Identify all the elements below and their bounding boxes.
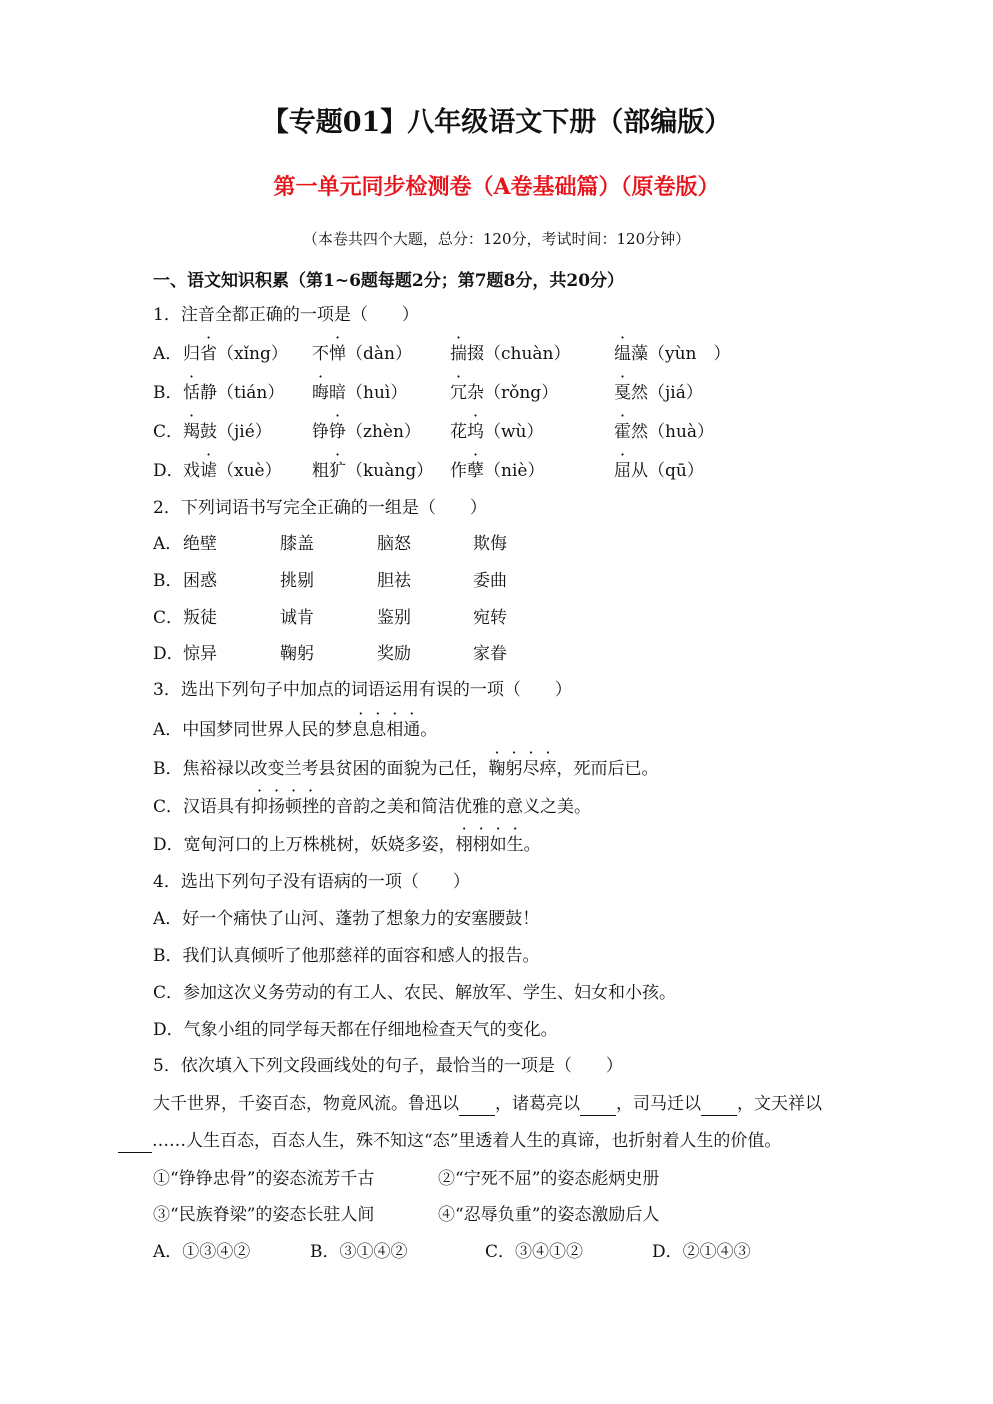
question-2-word: 膝盖 xyxy=(280,534,314,554)
question-2-word: 鞠躬 xyxy=(280,644,314,664)
question-4-option-d: D．气象小组的同学每天都在仔细地检查天气的变化。 xyxy=(153,1020,558,1040)
option-label: A． xyxy=(153,720,183,740)
question-2-word: 家眷 xyxy=(473,644,507,664)
item-pinyin: 静（tián） xyxy=(200,383,285,403)
question-5-passage-line-1: 大千世界，千姿百态，物竟风流。鲁迅以 ，诸葛亮以 ，司马迁以 ，文天祥以 xyxy=(153,1094,822,1114)
document-title: 【专题01】八年级语文下册（部编版） xyxy=(261,107,732,138)
item-text: 戏 xyxy=(183,461,200,481)
dotted-character: 缊 xyxy=(614,344,631,364)
question-2-option-label: D． xyxy=(153,644,184,664)
question-2-word: 宛转 xyxy=(473,608,507,628)
dotted-character: 坞 xyxy=(467,422,484,442)
question-3-option xyxy=(153,833,541,857)
document-subtitle: 第一单元同步检测卷（A卷基础篇）（原卷版） xyxy=(273,174,720,200)
item-pinyin: 然（jiá） xyxy=(631,383,703,403)
question-1-option-item xyxy=(312,459,433,483)
question-2-word: 胆祛 xyxy=(377,571,411,591)
question-4-option-c: C．参加这次义务劳动的有工人、农民、解放军、学生、妇女和小孩。 xyxy=(153,983,677,1003)
dotted-character: 戛 xyxy=(614,383,631,403)
question-3-option xyxy=(153,718,437,742)
dotted-character: 挫 xyxy=(302,797,320,817)
dotted-character: 冗 xyxy=(450,383,467,403)
item-pinyin: （dàn） xyxy=(346,344,412,364)
question-5-item-1: ①“铮铮忠骨”的姿态流芳千古 xyxy=(153,1169,375,1189)
question-1-option-item xyxy=(450,459,544,483)
option-text: 宽甸河口的上万株桃树，妖娆多姿， xyxy=(183,835,456,855)
question-5-item-2: ②“宁死不屈”的姿态彪炳史册 xyxy=(438,1169,660,1189)
question-1-option-item xyxy=(450,342,571,366)
question-4-option-a: A．好一个痛快了山河、蓬勃了想象力的安塞腰鼓！ xyxy=(153,909,540,929)
item-pinyin: 鼓（jié） xyxy=(200,422,272,442)
question-2-option-label: B． xyxy=(153,571,183,591)
item-text: 不 xyxy=(312,344,329,364)
item-pinyin: （wù） xyxy=(484,422,544,442)
dotted-character: 恬 xyxy=(183,383,200,403)
option-text: 焦裕禄以改变兰考县贫困的面貌为己任， xyxy=(182,759,489,779)
dotted-character: 抑 xyxy=(251,797,269,817)
dotted-character: 揣 xyxy=(450,344,467,364)
question-2-word: 欺侮 xyxy=(473,534,507,554)
question-4-option-b: B．我们认真倾听了他那慈祥的面容和感人的报告。 xyxy=(153,946,540,966)
question-5-choice-a: A．①③④② xyxy=(153,1242,251,1262)
item-pinyin: （xǐng） xyxy=(217,344,288,364)
dotted-character: 屈 xyxy=(614,461,631,481)
dotted-character: 省 xyxy=(200,344,217,364)
question-2-word: 惊异 xyxy=(183,644,217,664)
option-text: 汉语具有 xyxy=(183,797,252,817)
question-2-word: 委曲 xyxy=(473,571,507,591)
item-pinyin: （kuàng） xyxy=(346,461,434,481)
dotted-character: 通 xyxy=(403,720,421,740)
question-5-passage-line-2: ……人生百态，百态人生，殊不知这“态”里透着人生的真谛，也折射着人生的价值。 xyxy=(118,1129,781,1153)
question-3-stem: 3．选出下列句子中加点的词语运用有误的一项（ ） xyxy=(153,680,572,700)
question-1-option-item xyxy=(614,342,731,366)
question-1-option-item xyxy=(614,459,704,483)
item-text: 花 xyxy=(450,422,467,442)
item-text: 作 xyxy=(450,461,467,481)
item-pinyin: 从（qū） xyxy=(631,461,704,481)
dotted-character: 晦 xyxy=(312,383,329,403)
question-1-stem: 1．注音全都正确的一项是（ ） xyxy=(153,305,419,325)
item-pinyin: 掇（chuàn） xyxy=(467,344,571,364)
question-5-choice-c: C．③④①② xyxy=(485,1242,584,1262)
dotted-character: 瘁 xyxy=(539,759,557,779)
question-2-word: 诚肯 xyxy=(280,608,314,628)
dotted-character: 霍 xyxy=(614,422,631,442)
question-1-option-item xyxy=(312,381,407,405)
question-1-option-item xyxy=(183,420,272,444)
question-2-word: 奖励 xyxy=(377,644,411,664)
item-pinyin: （niè） xyxy=(484,461,545,481)
question-1-option-label: D． xyxy=(153,461,184,481)
item-pinyin: 藻（yùn ） xyxy=(631,344,731,364)
dotted-character: 生 xyxy=(506,835,524,855)
option-text: ，死而后已。 xyxy=(556,759,659,779)
question-1-option-item xyxy=(450,381,558,405)
item-pinyin: 然（huà） xyxy=(631,422,715,442)
question-1-option-item xyxy=(183,381,284,405)
option-text: 。 xyxy=(523,835,541,855)
question-3-option xyxy=(153,757,659,781)
question-1-option-item xyxy=(614,381,703,405)
option-label: B． xyxy=(153,759,183,779)
item-text: 铮 xyxy=(312,422,329,442)
dotted-character: 如 xyxy=(489,835,507,855)
question-1-option-label: A． xyxy=(153,344,183,364)
dotted-character: 栩 xyxy=(472,835,490,855)
question-1-option-label: B． xyxy=(153,383,183,403)
question-1-option-item xyxy=(450,420,544,444)
item-text: 粗 xyxy=(312,461,329,481)
option-text: 的音韵之美和简洁优雅的意义之美。 xyxy=(319,797,592,817)
question-5-item-4: ④“忍辱负重”的姿态激励后人 xyxy=(438,1205,660,1225)
item-pinyin: （zhèn） xyxy=(346,422,421,442)
dotted-character: 犷 xyxy=(329,461,346,481)
dotted-character: 惮 xyxy=(329,344,346,364)
section-heading: 一、语文知识积累（第1~6题每题2分；第7题8分，共20分） xyxy=(153,271,625,291)
dotted-character: 扬 xyxy=(268,797,286,817)
dotted-character: 羯 xyxy=(183,422,200,442)
question-1-option-label: C． xyxy=(153,422,184,442)
item-pinyin: 杂（rǒng） xyxy=(467,383,559,403)
question-2-word: 脑怒 xyxy=(377,534,411,554)
item-pinyin: （xuè） xyxy=(217,461,282,481)
question-1-option-item xyxy=(312,342,412,366)
exam-note: （本卷共四个大题，总分：120分，考试时间：120分钟） xyxy=(302,230,691,248)
dotted-character: 相 xyxy=(386,720,404,740)
dotted-character: 息 xyxy=(352,720,370,740)
dotted-character: 尽 xyxy=(522,759,540,779)
dotted-character: 铮 xyxy=(329,422,346,442)
option-label: D． xyxy=(153,835,184,855)
item-pinyin: 暗（huì） xyxy=(329,383,408,403)
question-1-option-item xyxy=(312,420,421,444)
question-4-stem: 4．选出下列句子没有语病的一项（ ） xyxy=(153,872,470,892)
question-3-option xyxy=(153,795,591,819)
question-2-option-label: A． xyxy=(153,534,183,554)
question-2-stem: 2．下列词语书写完全正确的一组是（ ） xyxy=(153,498,487,518)
question-1-option-item xyxy=(183,342,288,366)
question-2-option-label: C． xyxy=(153,608,184,628)
question-2-word: 叛徒 xyxy=(183,608,217,628)
dotted-character: 顿 xyxy=(285,797,303,817)
question-5-choice-d: D．②①④③ xyxy=(652,1242,751,1262)
question-1-option-item xyxy=(614,420,714,444)
question-5-choice-b: B．③①④② xyxy=(310,1242,408,1262)
option-label: C． xyxy=(153,797,184,817)
question-5-stem: 5．依次填入下列文段画线处的句子，最恰当的一项是（ ） xyxy=(153,1056,623,1076)
option-text: 中国梦同世界人民的梦 xyxy=(182,720,353,740)
question-5-item-3: ③“民族脊梁”的姿态长驻人间 xyxy=(153,1205,375,1225)
dotted-character: 孽 xyxy=(467,461,484,481)
dotted-character: 栩 xyxy=(455,835,473,855)
dotted-character: 谑 xyxy=(200,461,217,481)
dotted-character: 息 xyxy=(369,720,387,740)
question-2-word: 困惑 xyxy=(183,571,217,591)
option-text: 。 xyxy=(420,720,438,740)
question-1-option-item xyxy=(183,459,282,483)
dotted-character: 鞠 xyxy=(488,759,506,779)
question-2-word: 鉴别 xyxy=(377,608,411,628)
question-2-word: 挑剔 xyxy=(280,571,314,591)
item-text: 归 xyxy=(183,344,200,364)
question-2-word: 绝壁 xyxy=(183,534,217,554)
dotted-character: 躬 xyxy=(505,759,523,779)
